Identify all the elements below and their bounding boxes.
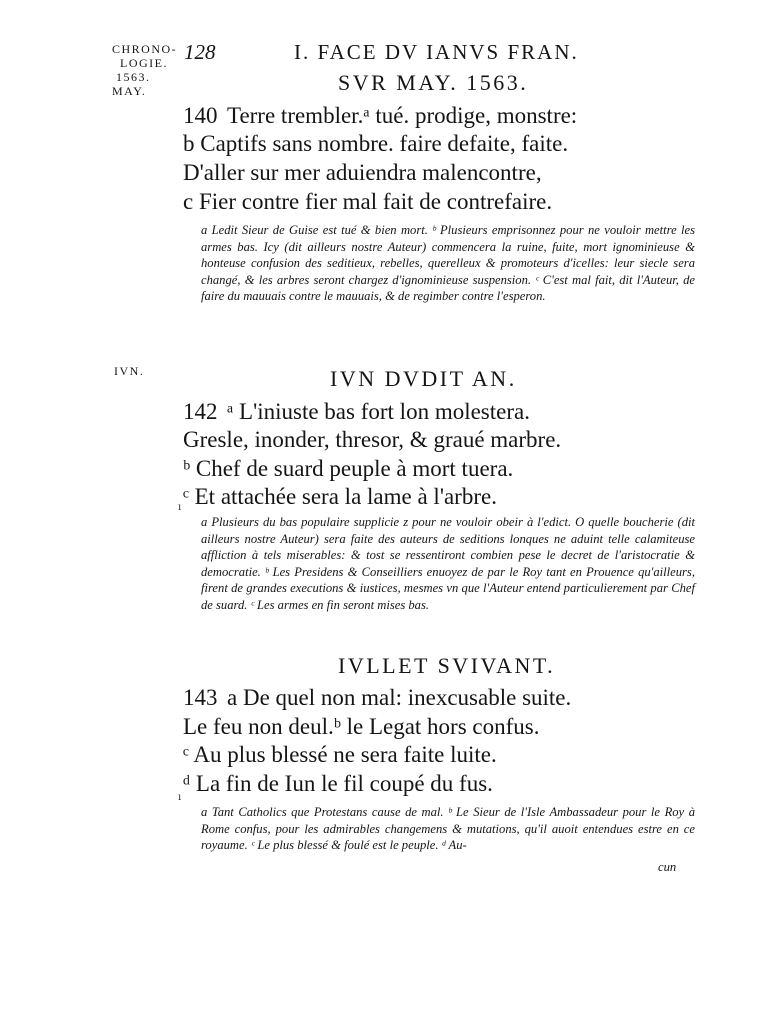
margin-line: MAY.: [112, 84, 147, 98]
print-mark: ı: [178, 792, 182, 803]
verse-line: [183, 398, 530, 426]
running-title: I. FACE DV IANVS FRAN.: [294, 40, 579, 64]
verse-text: b Captifs sans nombre. faire defaite, faite.: [183, 131, 569, 156]
verse-line: [183, 770, 493, 798]
verse-text: a De quel non mal: inexcusable suite.: [227, 685, 572, 710]
print-mark: ı: [178, 502, 182, 513]
verse-line: [183, 188, 552, 216]
verse-line: [183, 684, 571, 712]
section-heading-july: IVLLET SVIVANT.: [338, 653, 556, 678]
verse-line: [183, 426, 561, 454]
verse-text: c Fier contre fier mal fait de contrefaire.: [183, 189, 553, 214]
margin-line: CHRONO-: [112, 42, 178, 56]
verse-line: [183, 455, 513, 483]
verse-text: Gresle, inonder, thresor, & graué marbre.: [183, 427, 562, 452]
quatrain-number: 142: [183, 399, 218, 424]
note-text: a Plusieurs du bas populaire supplicie z pour ne vouloir obeir à l'edict. O quelle boucherie (dit ailleurs nostre Auteur) sera faite des auteurs de seditions lonques ne aduint telle calamiteuse affliction à tels miserables: & tost se ressentiront combien pese le decret de l'aristocratie & democratie. ᵇ Les Presidens & Conseilliers enuoyez de par le Roy tant en Prouence qu'ailleurs, firent de grandes executions & iustices, mesmes vn que l'Auteur entend particulierement par Chef de suard. ᶜ Les armes en fin seront mises bas.: [201, 515, 695, 612]
commentary-note: [183, 222, 695, 305]
section-heading-may: SVR MAY. 1563.: [338, 70, 529, 95]
commentary-note: [183, 804, 695, 854]
note-text: a Tant Catholics que Protestans cause de mal. ᵇ Le Sieur de l'Isle Ambassadeur pour le Roy à Rome confus, pour les admirables changemens & mutations, qu'il auoit entendues estre en ce royaume. ᶜ Le plus blessé & foulé est le peuple. ᵈ Au-: [201, 805, 695, 853]
verse-line: [183, 741, 497, 769]
section-heading-june: IVN DVDIT AN.: [330, 366, 517, 391]
verse-line: [183, 130, 568, 158]
verse-text: ᵈ La fin de Iun le fil coupé du fus.: [183, 771, 493, 796]
commentary-note: [183, 514, 695, 614]
quatrain-number: 143: [183, 685, 218, 710]
verse-line: [183, 483, 497, 511]
verse-line: [183, 159, 542, 187]
verse-text: Terre trembler.ᵃ tué. prodige, monstre:: [227, 103, 578, 128]
verse-line: [183, 713, 539, 741]
page-number: 128: [184, 40, 216, 64]
margin-line: 1563.: [116, 70, 151, 84]
margin-line: LOGIE.: [120, 56, 168, 70]
verse-text: D'aller sur mer aduiendra malencontre,: [183, 160, 542, 185]
verse-text: ᶜ Au plus blessé ne sera faite luite.: [183, 742, 497, 767]
margin-june: IVN.: [114, 364, 145, 378]
quatrain-number: 140: [183, 103, 218, 128]
verse-text: ᵇ Chef de suard peuple à mort tuera.: [183, 456, 514, 481]
verse-line: [183, 102, 577, 130]
verse-text: Le feu non deul.ᵇ le Legat hors confus.: [183, 714, 540, 739]
catchword: cun: [658, 860, 677, 874]
margin-chronology: [112, 42, 177, 98]
verse-text: ᶜ Et attachée sera la lame à l'arbre.: [183, 484, 497, 509]
note-text: a Ledit Sieur de Guise est tué & bien mort. ᵇ Plusieurs emprisonnez pour ne vouloir mettre les armes bas. Icy (dit ailleurs nostre Auteur) commencera la ruine, fuite, mort ignominieuse & honteuse confusion des seditieux, rebelles, querelleux & promoteurs d'icelles: leur siecle sera changé, & les arbres seront chargez d'ignominieuse suspension. ᶜ C'est mal fait, dit l'Auteur, de faire du mauuais contre le mauuais, & de regimber contre l'esperon.: [201, 223, 695, 304]
verse-text: ᵃ L'iniuste bas fort lon molestera.: [227, 399, 530, 424]
